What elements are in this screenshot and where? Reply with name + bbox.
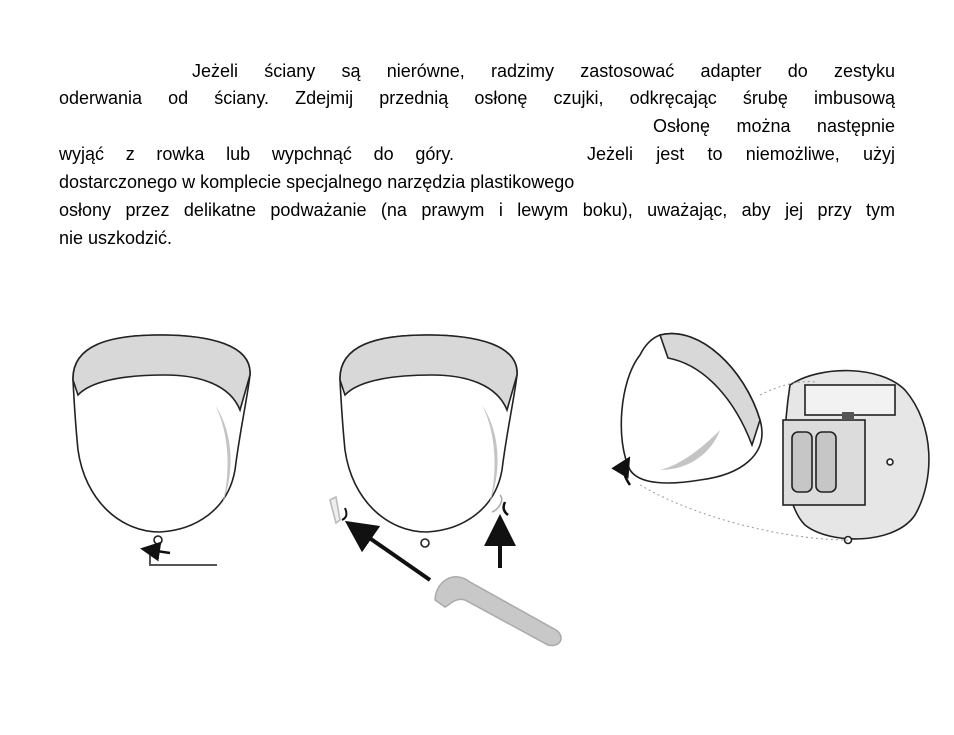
text-line-4a: wyjąć z rowka lub wypchnąć do góry.	[59, 144, 454, 164]
detector-illustration-2	[330, 335, 517, 580]
allen-key-tool	[435, 577, 561, 646]
text-line-7: nie uszkodzić.	[59, 228, 173, 248]
text-line-3: Osłonę można następnie	[653, 116, 895, 136]
text-line-1: Jeżeli ściany są nierówne, radzimy zastosować adapter do zestyku	[192, 61, 895, 81]
text-line-6: osłony przez delikatne podważanie (na prawym i lewym boku), uważając, aby jej przy tym	[59, 200, 895, 220]
detector-illustration-3	[621, 334, 929, 544]
text-line-2: oderwania od ściany. Zdejmij przednią osłonę czujki, odkręcając śrubę imbusową	[59, 88, 895, 108]
detector-illustration-1	[73, 335, 250, 565]
text-line-5: dostarczonego w komplecie specjalnego narzędzia plastikowego	[59, 172, 575, 192]
text-line-4b: Jeżeli jest to niemożliwe, użyj	[587, 144, 895, 164]
